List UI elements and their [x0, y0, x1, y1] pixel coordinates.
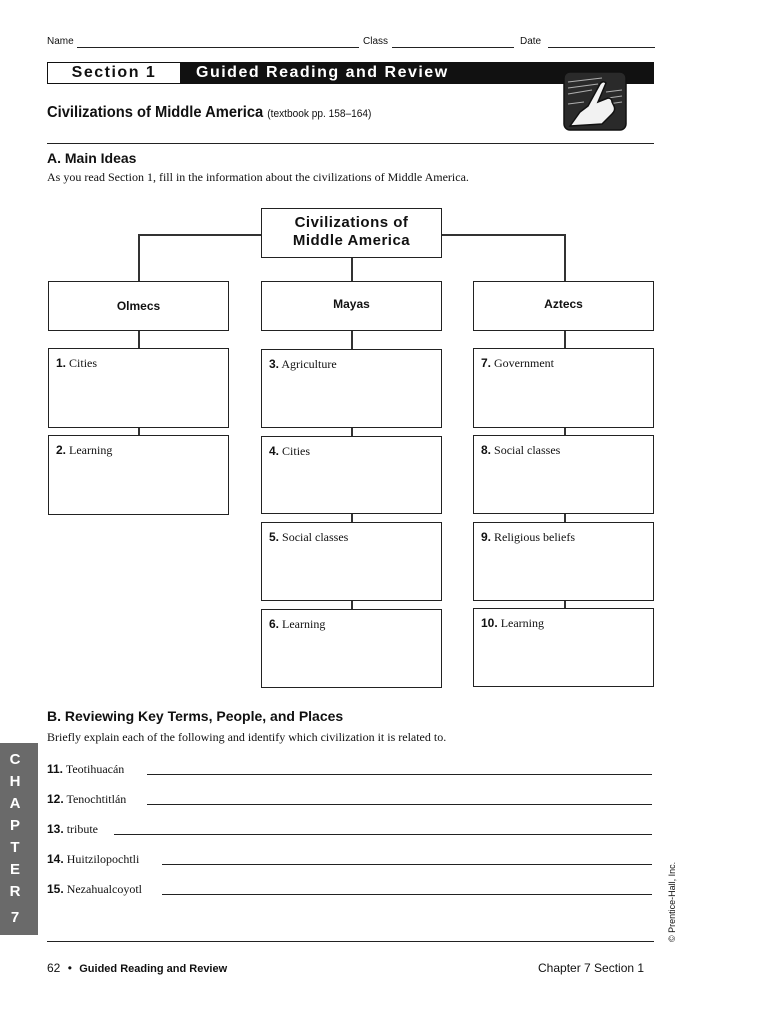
footer-left	[47, 961, 227, 975]
book-title: Guided Reading and Review	[79, 963, 228, 975]
tab-letter: T	[10, 839, 20, 856]
item-label: Social classes	[494, 443, 561, 457]
term-11	[47, 762, 124, 777]
tab-letter: P	[9, 817, 20, 834]
item-label: Cities	[282, 444, 311, 458]
answer-line-13[interactable]	[114, 834, 652, 835]
connector-line	[564, 330, 566, 349]
item-number: 6.	[269, 617, 280, 631]
item-label: Nezahualcoyotl	[66, 882, 142, 896]
connector-line	[564, 234, 566, 281]
item-label: Social classes	[282, 530, 349, 544]
bullet: •	[67, 961, 72, 975]
answer-line-11[interactable]	[147, 774, 652, 775]
root-line-1: Civilizations of	[294, 214, 409, 231]
answer-box-2[interactable]	[48, 435, 229, 515]
item-label: Tenochtitlán	[66, 792, 127, 806]
page-title	[47, 104, 371, 122]
title-rule	[47, 143, 654, 144]
tab-letter: 7	[10, 909, 20, 926]
date-label: Date	[520, 36, 542, 47]
connector-line	[351, 427, 353, 436]
chapter-tab	[0, 743, 38, 935]
answer-line-12[interactable]	[147, 804, 652, 805]
tab-letter: H	[9, 773, 21, 790]
item-label: Learning	[69, 443, 113, 457]
name-field[interactable]	[77, 47, 359, 48]
part-a-instructions: As you read Section 1, fill in the information about the civilizations of Middle America.	[47, 170, 469, 184]
item-number: 14.	[47, 852, 64, 866]
diagram-root-box	[261, 208, 442, 258]
mayas-box: Mayas	[261, 281, 442, 331]
item-number: 13.	[47, 822, 64, 836]
footer-rule	[47, 941, 654, 942]
item-label: Religious beliefs	[494, 530, 576, 544]
class-field[interactable]	[392, 47, 514, 48]
item-label: Huitzilopochtli	[66, 852, 140, 866]
copyright-note: © Prentice-Hall, Inc.	[667, 861, 677, 942]
title-pages: (textbook pp. 158–164)	[267, 108, 372, 120]
tab-letter: E	[9, 861, 20, 878]
term-14	[47, 852, 139, 867]
item-number: 15.	[47, 882, 64, 896]
student-info-line	[47, 36, 655, 50]
item-label: Agriculture	[281, 357, 337, 371]
page-number: 62	[47, 961, 61, 975]
term-13	[47, 822, 98, 837]
pointing-hand-icon	[562, 70, 628, 132]
item-label: Government	[494, 356, 554, 370]
part-b-instructions: Briefly explain each of the following and identify which civilization it is related to.	[47, 730, 447, 744]
answer-box-7[interactable]	[473, 348, 654, 428]
answer-box-1[interactable]	[48, 348, 229, 428]
item-number: 7.	[481, 356, 492, 370]
item-number: 11.	[47, 762, 64, 776]
item-number: 1.	[56, 356, 67, 370]
tab-letter: R	[9, 883, 21, 900]
section-label: Section 1	[48, 63, 180, 83]
connector-line	[351, 600, 353, 609]
class-label: Class	[363, 36, 389, 47]
answer-line-15[interactable]	[162, 894, 652, 895]
item-label: Learning	[282, 617, 326, 631]
answer-box-6[interactable]	[261, 609, 442, 688]
answer-box-5[interactable]	[261, 522, 442, 601]
term-15	[47, 882, 142, 897]
connector-line	[442, 234, 565, 236]
tab-letter: C	[9, 751, 21, 768]
root-line-2: Middle America	[292, 232, 411, 249]
connector-line	[351, 330, 353, 349]
olmecs-box: Olmecs	[48, 281, 229, 331]
answer-box-10[interactable]	[473, 608, 654, 687]
band-title: Guided Reading and Review	[180, 63, 653, 83]
aztecs-box: Aztecs	[473, 281, 654, 331]
item-number: 2.	[56, 443, 67, 457]
title-main: Civilizations of Middle America	[47, 104, 264, 121]
item-label: Learning	[500, 616, 544, 630]
item-number: 9.	[481, 530, 492, 544]
date-field[interactable]	[548, 47, 655, 48]
connector-line	[351, 258, 353, 281]
connector-line	[138, 234, 262, 236]
item-number: 5.	[269, 530, 280, 544]
footer-chapter-section: Chapter 7 Section 1	[538, 961, 645, 975]
item-number: 4.	[269, 444, 280, 458]
answer-box-9[interactable]	[473, 522, 654, 601]
item-number: 8.	[481, 443, 492, 457]
answer-box-8[interactable]	[473, 435, 654, 514]
answer-box-3[interactable]	[261, 349, 442, 428]
item-label: Teotihuacán	[65, 762, 125, 776]
part-a-heading: A. Main Ideas	[47, 150, 137, 166]
item-number: 3.	[269, 357, 280, 371]
item-label: Cities	[69, 356, 98, 370]
answer-box-4[interactable]	[261, 436, 442, 514]
part-b-heading: B. Reviewing Key Terms, People, and Places	[47, 708, 344, 724]
item-number: 10.	[481, 616, 498, 630]
answer-line-14[interactable]	[162, 864, 652, 865]
name-label: Name	[47, 36, 74, 47]
connector-line	[138, 234, 140, 281]
item-label: tribute	[66, 822, 99, 836]
item-number: 12.	[47, 792, 64, 806]
term-12	[47, 792, 126, 807]
tab-letter: A	[9, 795, 21, 812]
connector-line	[138, 330, 140, 349]
